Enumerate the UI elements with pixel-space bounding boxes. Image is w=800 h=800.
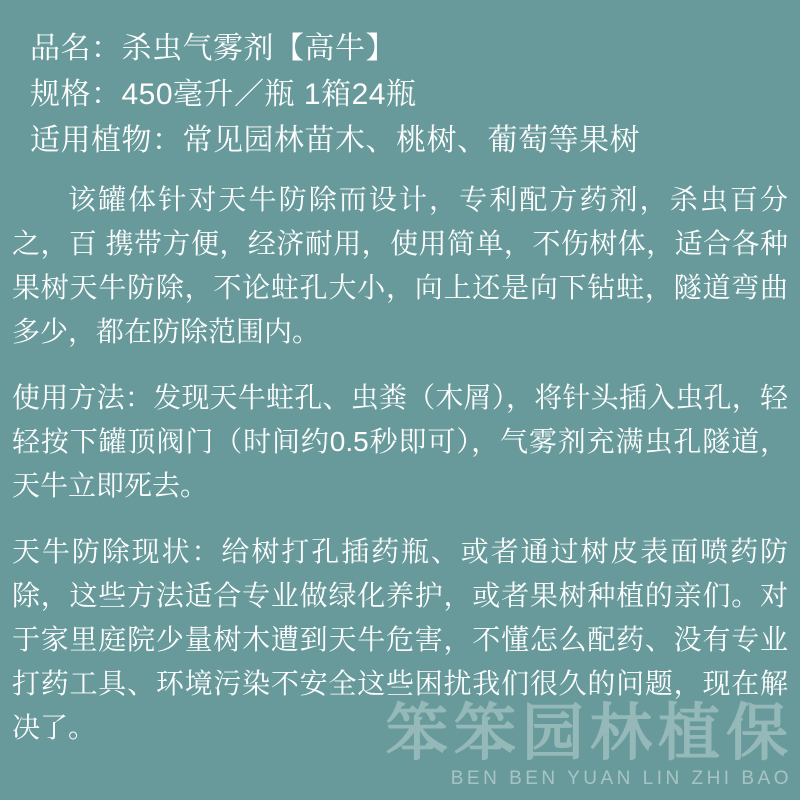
product-header [8, 26, 792, 164]
intro-paragraph: 该罐体针对天牛防除而设计，专利配方药剂，杀虫百分之，百 携带方便，经济耐用，使用简单，不伤树体，适合各种果树天牛防除，不论蛀孔大小，向上还是向下钻蛀，隧道弯曲多少，都在防除范围内。 [12, 184, 788, 347]
product-name-line: 品名：杀虫气雾剂【高牛】 [30, 32, 396, 65]
product-plants-line: 适用植物：常见园林苗木、桃树、葡萄等果树 [30, 124, 640, 157]
status-paragraph: 天牛防除现状：给树打孔插药瓶、或者通过树皮表面喷药防除，这些方法适合专业做绿化养护，或者果树种植的亲们。对于家里庭院少量树木遭到天牛危害，不懂怎么配药、没有专业打药工具、环境污染不安全这些困扰我们很久的问题，现在解决了。 [12, 536, 788, 743]
product-spec-line: 规格：450毫升／瓶 1箱24瓶 [30, 78, 417, 111]
usage-paragraph: 使用方法：发现天牛蛀孔、虫粪（木屑），将针头插入虫孔，轻轻按下罐顶阀门（时间约0.5秒即可），气雾剂充满虫孔隧道，天牛立即死去。 [12, 382, 788, 501]
watermark-pinyin: BEN BEN YUAN LIN ZHI BAO [450, 768, 792, 789]
watermark-chinese: 笨笨园林植保 [385, 699, 794, 768]
